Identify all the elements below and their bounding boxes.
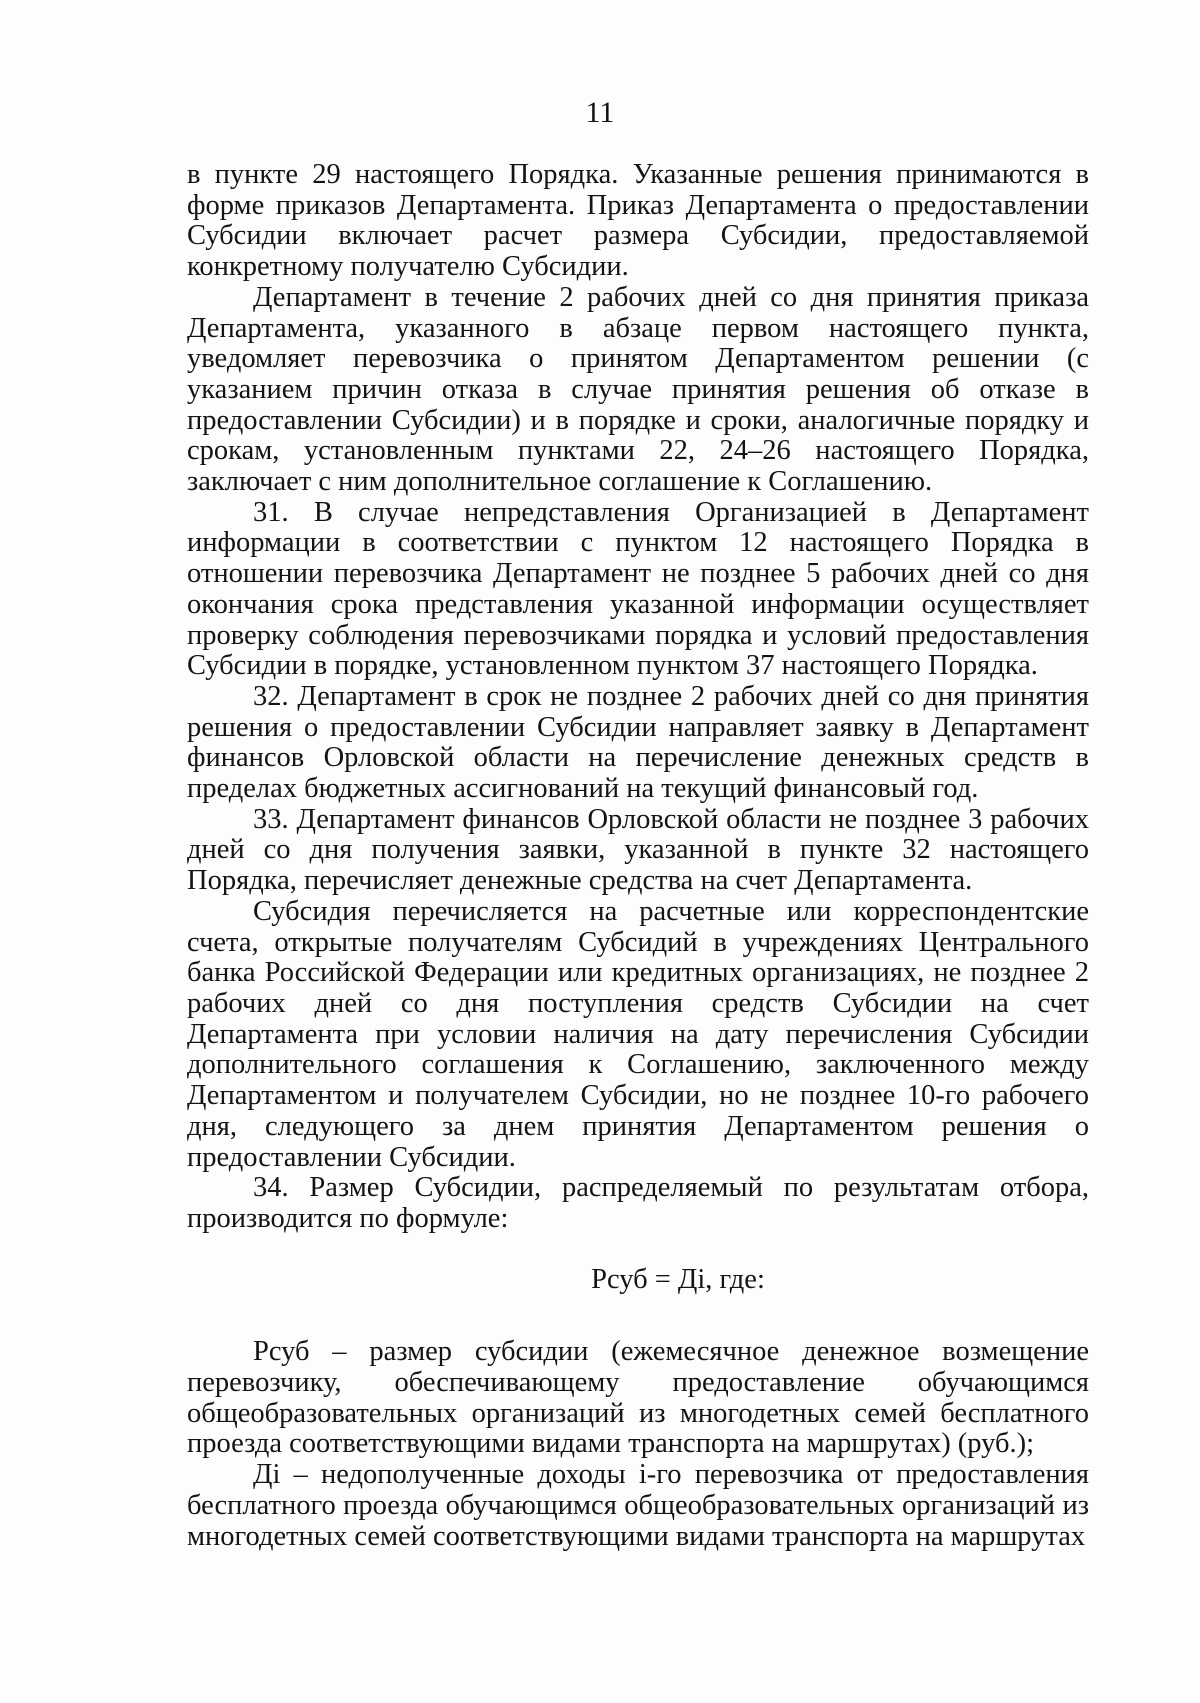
paragraph-item-32: 32. Департамент в срок не позднее 2 рабочих дней со дня принятия решения о предоставлении Субсидии направляет заявку в Департамент финансов Орловской области на перечисление денежных средств в пределах бюджетных ассигнований на текущий финансовый год.	[187, 680, 1089, 805]
definition-rsub: Рсуб – размер субсидии (ежемесячное денежное возмещение перевозчику, обеспечивающему предоставление обучающимся общеобразовательных организаций из многодетных семей бесплатного проезда соответствующими видами транспорта на маршрутах) (руб.);	[187, 1336, 1089, 1460]
paragraph-continuation: в пункте 29 настоящего Порядка. Указанные решения принимаются в форме приказов Департамента. Приказ Департамента о предоставлении Субсидии включает расчет размера Субсидии, предоставляемой конкретному получателю Субсидии.	[187, 159, 1089, 283]
paragraph-notification: Департамент в течение 2 рабочих дней со дня принятия приказа Департамента, указанного в абзаце первом настоящего пункта, уведомляет перевозчика о принятом Департаментом решении (с указанием причин отказа в случае принятия решения об отказе в предоставлении Субсидии) и в порядке и сроки, аналогичные порядку и срокам, установленным пунктами 22, 24–26 настоящего Порядка, заключает с ним дополнительное соглашение к Соглашению.	[187, 281, 1089, 498]
paragraph-item-33: 33. Департамент финансов Орловской области не позднее 3 рабочих дней со дня получения заявки, указанной в пункте 32 настоящего Порядка, перечисляет денежные средства на счет Департамента.	[187, 803, 1089, 897]
page-number: 11	[585, 96, 615, 129]
paragraph-item-31: 31. В случае непредставления Организацией в Департамент информации в соответствии с пунктом 12 настоящего Порядка в отношении перевозчика Департамент не позднее 5 рабочих дней со дня окончания срока представления указанной информации осуществляет проверку соблюдения перевозчиками порядка и условий предоставления Субсидии в порядке, установленном пунктом 37 настоящего Порядка.	[187, 496, 1089, 682]
paragraph-item-34: 34. Размер Субсидии, распределяемый по результатам отбора, производится по формуле:	[187, 1172, 1089, 1234]
paragraph-subsidy-transfer: Субсидия перечисляется на расчетные или корреспондентские счета, открытые получателям Субсидий в учреждениях Центрального банка Российской Федерации или кредитных организациях, не позднее 2 рабочих дней со дня поступления средств Субсидии на счет Департамента при условии наличия на дату перечисления Субсидии дополнительного соглашения к Соглашению, заключенного между Департаментом и получателем Субсидии, но не позднее 10-го рабочего дня, следующего за днем принятия Департаментом решения о предоставлении Субсидии.	[187, 895, 1089, 1173]
document-body	[187, 160, 1089, 1552]
definition-di: Дi – недополученные доходы i-го перевозчика от предоставления бесплатного проезда обучающимся общеобразовательных организаций из многодетных семей соответствующими видами транспорта на маршрутах	[187, 1459, 1089, 1552]
subsidy-formula: Рсуб = Дi, где:	[591, 1263, 765, 1295]
